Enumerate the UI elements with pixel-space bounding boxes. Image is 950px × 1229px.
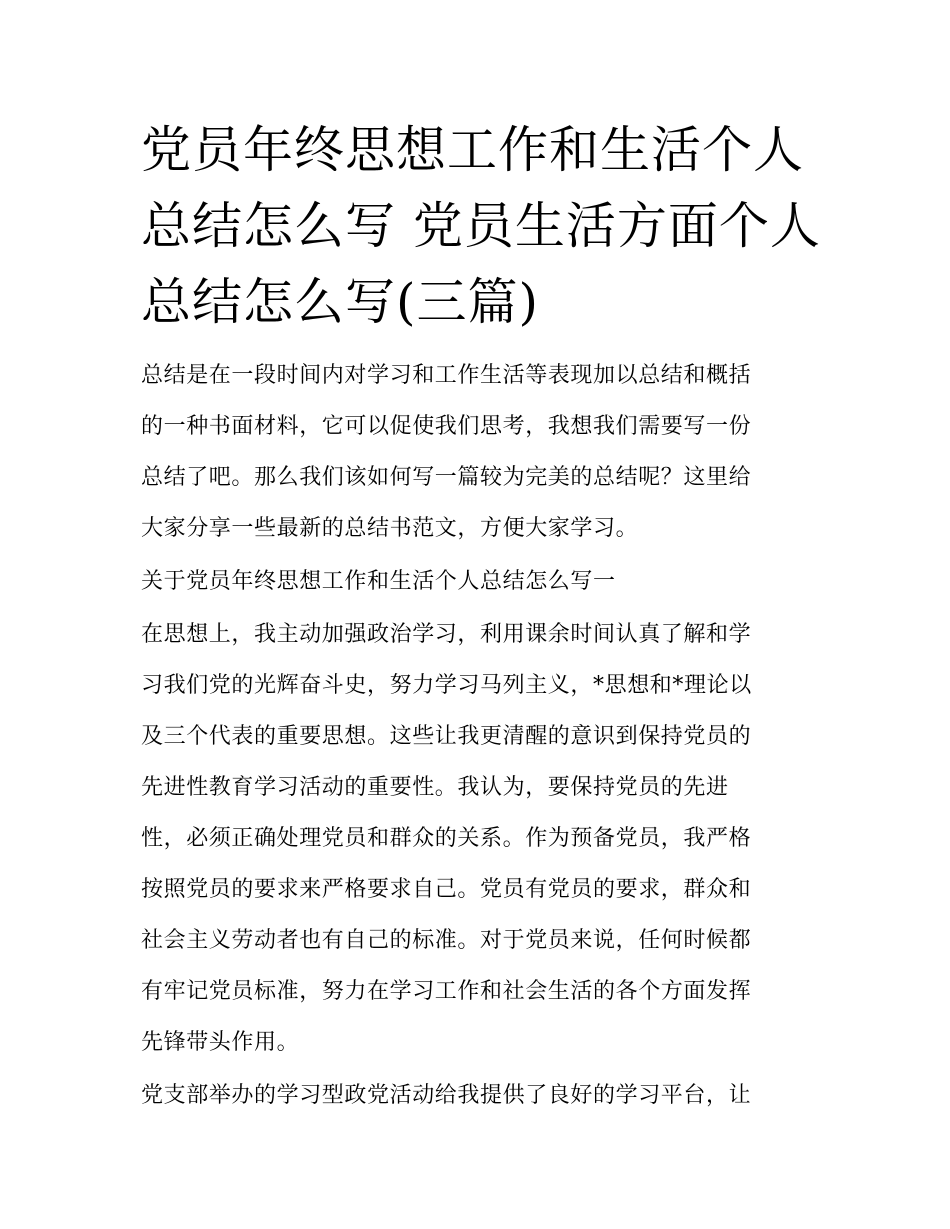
text-line: 有牢记党员标准，努力在学习工作和社会生活的各个方面发挥 xyxy=(141,979,752,1004)
text-line: 按照党员的要求来严格要求自己。党员有党员的要求，群众和 xyxy=(141,877,752,902)
text-line: 性，必须正确处理党员和群众的关系。作为预备党员，我严格 xyxy=(141,826,752,851)
title-line: 党员年终思想工作和生活个人 xyxy=(141,121,804,179)
text-line: 及三个代表的重要思想。这些让我更清醒的意识到保持党员的 xyxy=(141,724,752,749)
body-paragraph xyxy=(141,609,813,1068)
title-line: 总结怎么写(三篇) xyxy=(141,273,540,331)
text-line: 先锋带头作用。 xyxy=(141,1030,300,1055)
text-line: 习我们党的光辉奋斗史，努力学习马列主义，*思想和*理论以 xyxy=(141,673,752,698)
text-line: 先进性教育学习活动的重要性。我认为，要保持党员的先进 xyxy=(141,775,729,800)
section-heading xyxy=(141,556,813,607)
text-line: 在思想上，我主动加强政治学习，利用课余时间认真了解和学 xyxy=(141,622,752,647)
document-title xyxy=(141,112,821,340)
text-line: 党支部举办的学习型政党活动给我提供了良好的学习平台，让 xyxy=(141,1083,752,1108)
text-line: 社会主义劳动者也有自己的标准。对于党员来说，任何时候都 xyxy=(141,928,752,953)
text-line: 的一种书面材料，它可以促使我们思考，我想我们需要写一份 xyxy=(141,414,752,439)
intro-paragraph xyxy=(141,350,813,554)
second-body-paragraph xyxy=(141,1070,813,1121)
document-content xyxy=(141,112,821,1123)
section-heading-text: 关于党员年终思想工作和生活个人总结怎么写一 xyxy=(141,569,616,594)
text-line: 大家分享一些最新的总结书范文，方便大家学习。 xyxy=(141,516,639,541)
text-line: 总结了吧。那么我们该如何写一篇较为完美的总结呢？这里给 xyxy=(141,465,752,490)
title-line: 总结怎么写 党员生活方面个人 xyxy=(141,197,821,255)
text-line: 总结是在一段时间内对学习和工作生活等表现加以总结和概括 xyxy=(141,363,752,388)
